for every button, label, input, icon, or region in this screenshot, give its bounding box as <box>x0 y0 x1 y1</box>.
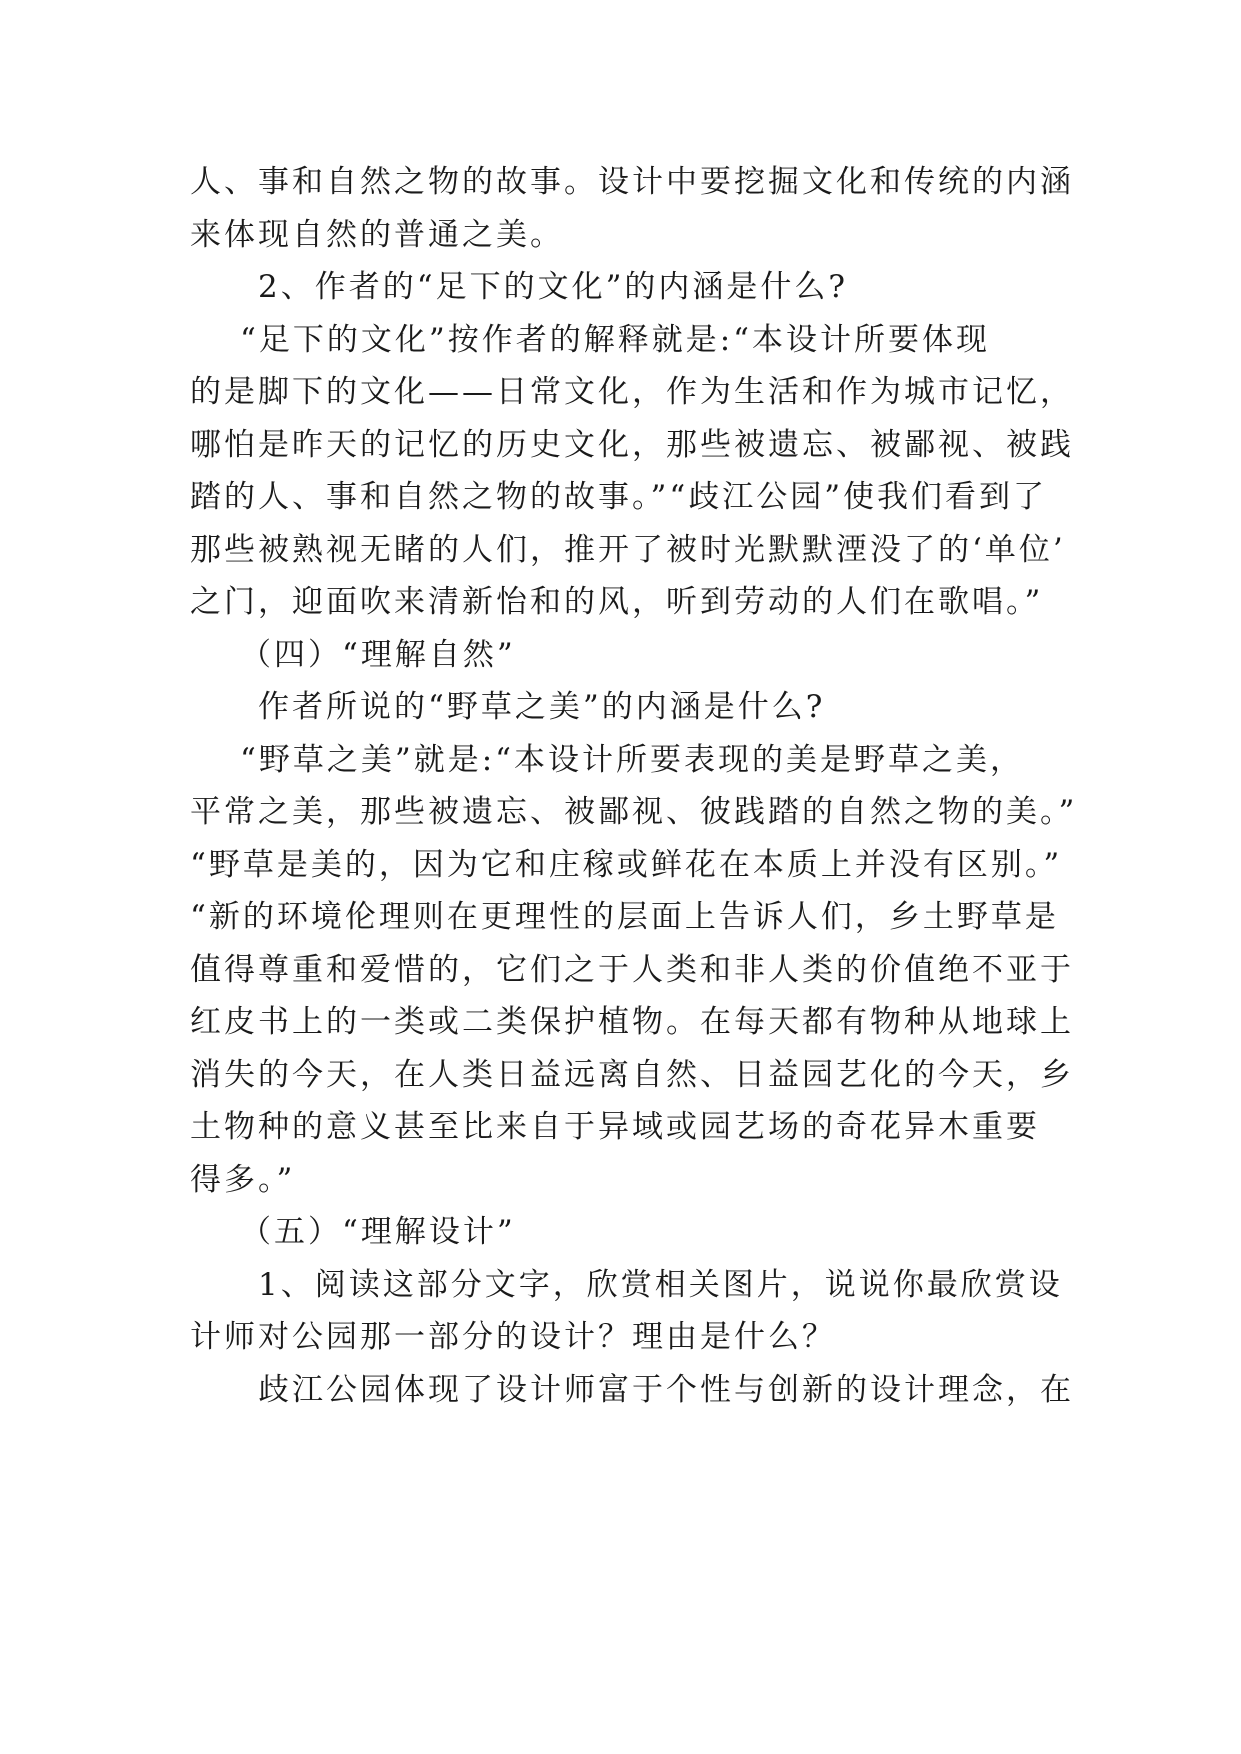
text-line: “野草是美的，因为它和庄稼或鲜花在本质上并没有区别。” <box>190 846 1063 883</box>
text-line: 得多。” <box>190 1161 296 1198</box>
text-line: “野草之美”就是:“本设计所要表现的美是野草之美， <box>240 741 1024 778</box>
text-line: “足下的文化”按作者的解释就是:“本设计所要体现 <box>240 321 990 358</box>
section-heading: （五）“理解设计” <box>240 1214 516 1250</box>
text-line: 踏的人、事和自然之物的故事。”“歧江公园”使我们看到了 <box>190 479 1048 515</box>
text-line: 的是脚下的文化——日常文化，作为生活和作为城市记忆， <box>190 374 1074 410</box>
text-line: 计师对公园那一部分的设计？理由是什么？ <box>190 1319 836 1355</box>
question-heading: 1、阅读这部分文字，欣赏相关图片，说说你最欣赏设 <box>258 1266 1063 1303</box>
text-line: 红皮书上的一类或二类保护植物。在每天都有物种从地球上 <box>190 1004 1074 1040</box>
text-line: 土物种的意义甚至比来自于异域或园艺场的奇花异木重要 <box>190 1109 1040 1145</box>
text-line: 平常之美，那些被遗忘、被鄙视、彼践踏的自然之物的美。” <box>190 794 1078 830</box>
question-heading: 作者所说的“野草之美”的内涵是什么? <box>258 689 826 725</box>
question-heading: 2、作者的“足下的文化”的内涵是什么? <box>258 269 849 305</box>
text-line: 来体现自然的普通之美。 <box>190 216 564 253</box>
text-line: 那些被熟视无睹的人们，推开了被时光默默湮没了的‘单位’ <box>190 531 1066 568</box>
text-line: 人、事和自然之物的故事。设计中要挖掘文化和传统的内涵 <box>190 164 1074 200</box>
text-line: 哪怕是昨天的记忆的历史文化，那些被遗忘、被鄙视、被践 <box>190 426 1074 463</box>
text-line: 歧江公园体现了设计师富于个性与创新的设计理念，在 <box>258 1371 1074 1408</box>
text-line: 之门，迎面吹来清新怡和的风，听到劳动的人们在歌唱。” <box>190 584 1044 620</box>
text-line: 值得尊重和爱惜的，它们之于人类和非人类的价值绝不亚于 <box>190 951 1074 988</box>
text-line: “新的环境伦理则在更理性的层面上告诉人们，乡土野草是 <box>190 899 1059 935</box>
body-text <box>190 156 1090 1416</box>
text-line: 消失的今天，在人类日益远离自然、日益园艺化的今天，乡 <box>190 1056 1074 1093</box>
section-heading: （四）“理解自然” <box>240 636 516 673</box>
